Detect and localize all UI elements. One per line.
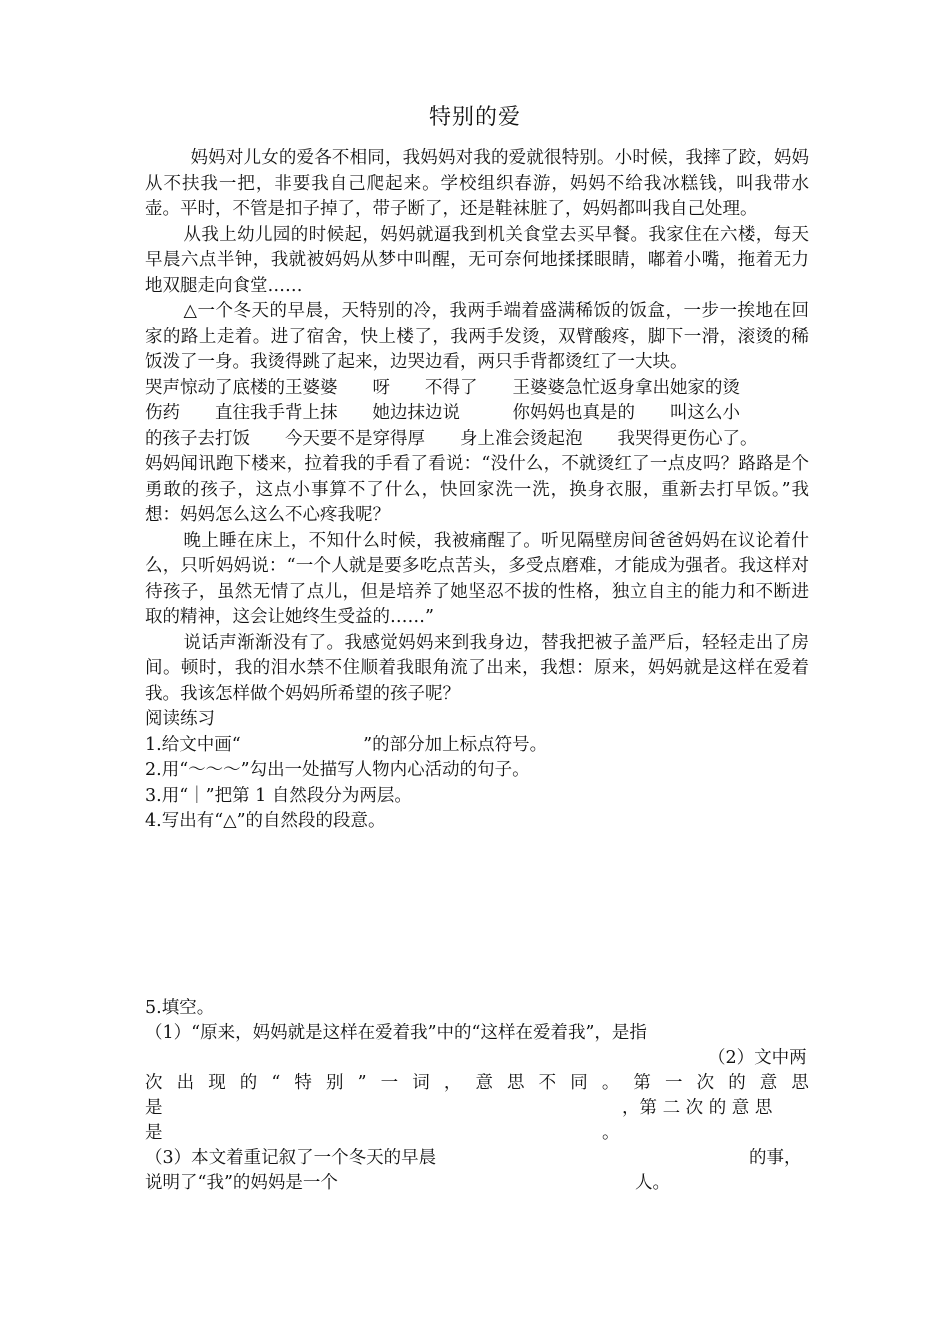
- spaced-char: 别: [326, 1073, 344, 1093]
- question-5-3-c: 说明了“我”的妈妈是一个: [145, 1173, 338, 1193]
- spaced-char: 意: [759, 1073, 778, 1093]
- spaced-char: 一: [665, 1073, 683, 1093]
- paragraph-2: 从我上幼儿园的时候起，妈妈就逼我到机关食堂去买早餐。我家住在六楼，每天早晨六点半钟，我就被妈妈从梦中叫醒，无可奈何地揉揉眼睛，嘟着小嘴，拖着无力地双腿走向食堂……: [145, 224, 809, 296]
- question-3: 3.用“｜”把第 1 自然段分为两层。: [145, 785, 412, 806]
- question-5: 5.填空。: [145, 998, 215, 1018]
- gap-line-3: 的孩子去打饭 今天要不是穿得厚 身上准会烫起泡 我哭得更伤心了。: [145, 428, 758, 449]
- article-body: [145, 146, 809, 835]
- spaced-char: 的: [239, 1073, 258, 1093]
- paragraph-3: △一个冬天的早晨，天特别的冷，我两手端着盛满稀饭的饭盒，一步一挨地在回家的路上走着。进了宿舍，快上楼了，我两手发烫，双臂酸疼，脚下一滑，滚烫的稀饭泼了一身。我烫得跳了起来，边哭边看，两只手背都烫红了一大块。: [145, 301, 809, 372]
- page-title: 特别的爱: [428, 105, 521, 130]
- spaced-char: 同: [570, 1073, 588, 1093]
- paragraph-3-tail: 妈妈闻讯跑下楼来，拉着我的手看了看说：“没什么，不就烫红了一点皮吗？路路是个勇敢的孩子，这点小事算不了什么，快回家洗一洗，换身衣服，重新去打早饭。”我想：妈妈怎么这么不心疼我呢？: [145, 454, 809, 525]
- spaced-char: ”: [357, 1073, 367, 1093]
- spaced-char: 现: [208, 1073, 226, 1093]
- spaced-char: 次: [696, 1073, 715, 1093]
- question-5-2-a: 是: [145, 1098, 163, 1118]
- spaced-char: 不: [538, 1073, 557, 1093]
- spaced-char: 思: [791, 1073, 809, 1093]
- question-5-3-b: 的事，: [749, 1148, 802, 1168]
- gap-line-2: 伤药 直往我手背上抹 她边抹边说 你妈妈也真是的 叫这么小: [145, 403, 740, 423]
- spaced-char: 出: [176, 1073, 195, 1093]
- question-5-3-a: （3）本文着重记叙了一个冬天的早晨: [145, 1148, 437, 1168]
- question-1: 1.给文中画“ ”的部分加上标点符号。: [145, 734, 548, 755]
- question-4: 4.写出有“△”的自然段的段意。: [145, 811, 386, 831]
- exercise-heading: 阅读练习: [145, 709, 215, 729]
- question-5-2-c: 是: [145, 1123, 163, 1143]
- paragraph-1: 妈妈对儿女的爱各不相同，我妈妈对我的爱就很特别。小时候，我摔了跤，妈妈从不扶我一把，非要我自己爬起来。学校组织春游，妈妈不给我冰糕钱，叫我带水壶。平时，不管是扣子掉了，带子断了，还是鞋袜脏了，妈妈都叫我自己处理。: [145, 148, 809, 219]
- paragraph-4: 晚上睡在床上，不知什么时候，我被痛醒了。听见隔壁房间爸爸妈妈在议论着什么，只听妈妈说：“一个人就是要多吃点苦头，多受点磨难，才能成为强者。我这样对待孩子，虽然无情了点儿，但是培养了她坚忍不拔的性格，独立自主的能力和不断进取的精神，这会让她终生受益的……”: [145, 530, 809, 627]
- gap-line-1: 哭声惊动了底楼的王婆婆 呀 不得了 王婆婆急忙返身拿出她家的烫: [145, 377, 740, 398]
- question-5-2-start: （2）文中两: [708, 1048, 807, 1068]
- question-5-2-line: [145, 1071, 809, 1097]
- spaced-char: 词: [412, 1073, 430, 1093]
- spaced-char: 。: [601, 1073, 620, 1093]
- question-5-2-end: 。: [602, 1123, 620, 1143]
- question-5-3-d: 人。: [635, 1173, 670, 1193]
- spaced-char: 一: [380, 1073, 399, 1093]
- spaced-char: 思: [507, 1073, 525, 1093]
- paragraph-5: 说话声渐渐没有了。我感觉妈妈来到我身边，替我把被子盖严后，轻轻走出了房间。顿时，我的泪水禁不住顺着我眼角流了出来，我想：原来，妈妈就是这样在爱着我。我该怎样做个妈妈所希望的孩子呢？: [145, 632, 809, 704]
- spaced-char: 第: [633, 1073, 651, 1093]
- spaced-char: ，: [443, 1073, 462, 1093]
- spaced-sentence: [145, 1071, 809, 1097]
- question-5-1: （1）“原来，妈妈就是这样在爱着我”中的“这样在爱着我”，是指: [145, 1023, 647, 1043]
- question-5-2-b: ，第 二 次 的 意 思: [622, 1098, 773, 1118]
- spaced-char: 特: [294, 1073, 312, 1093]
- spaced-char: 意: [475, 1073, 493, 1093]
- spaced-char: “: [271, 1073, 281, 1093]
- question-2: 2.用“～～～”勾出一处描写人物内心活动的句子。: [145, 760, 530, 780]
- spaced-char: 次: [145, 1073, 163, 1093]
- spaced-char: 的: [728, 1073, 746, 1093]
